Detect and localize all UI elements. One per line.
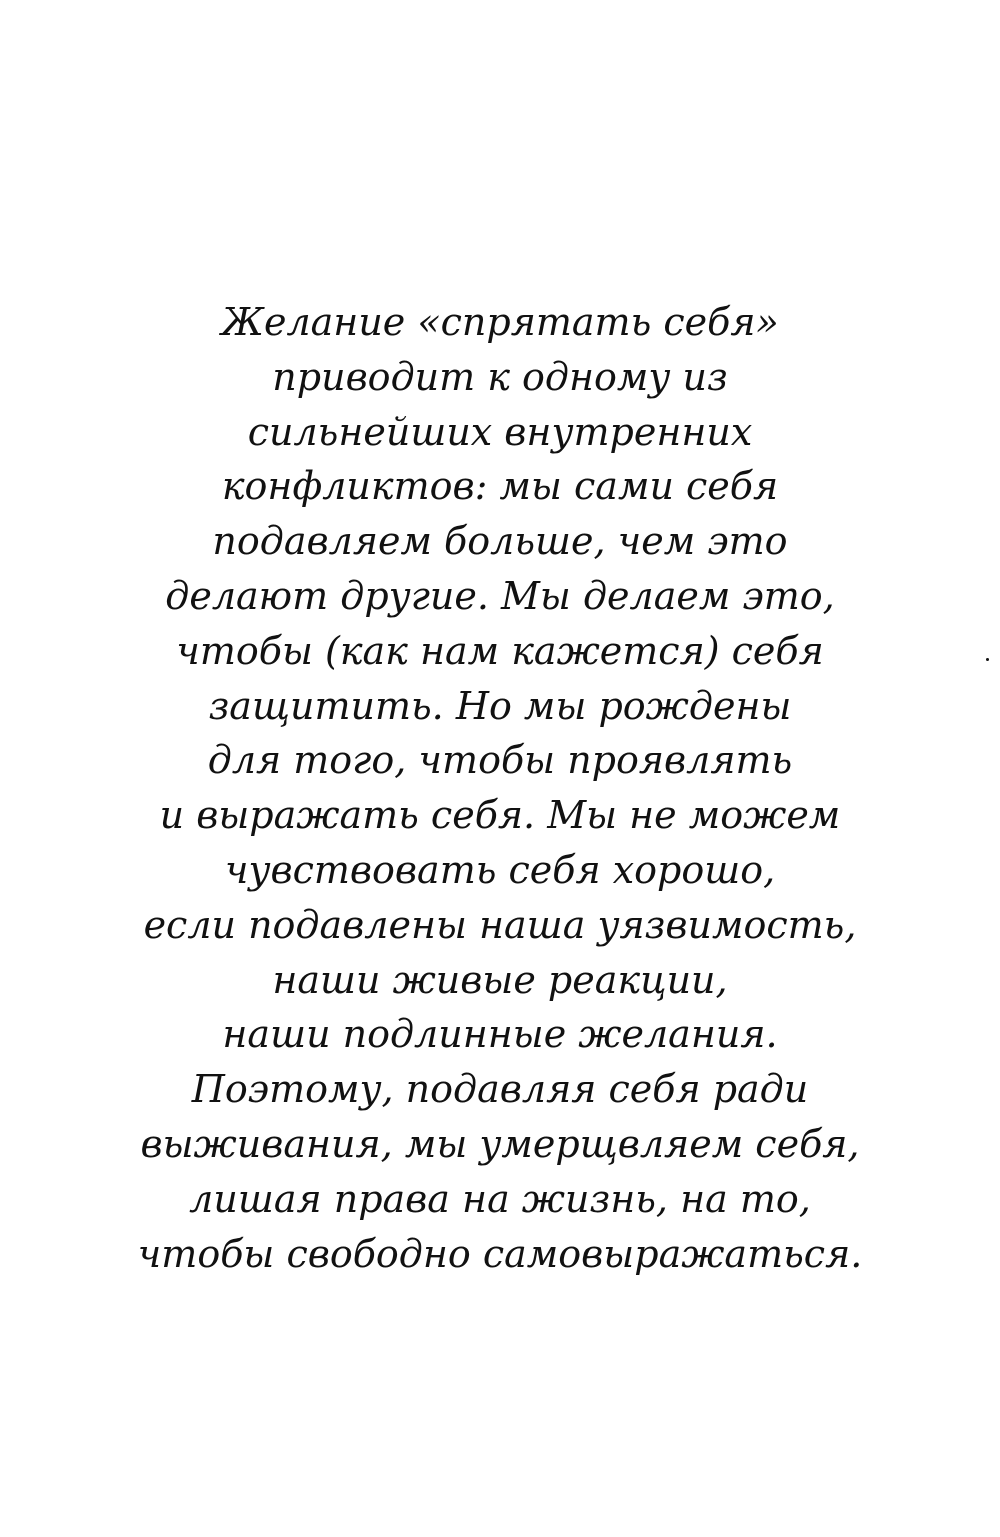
quote-line: наши живые реакции, (272, 957, 728, 1002)
stray-dot-mark (986, 658, 989, 661)
quote-line: подавляем больше, чем это (212, 519, 788, 564)
quote-line: конфликтов: мы сами себя (221, 464, 779, 509)
quote-line: лишая права на жизнь, на то, (189, 1176, 811, 1221)
quote-line: приводит к одному из (272, 354, 728, 399)
quote-line: наши подлинные желания. (222, 1012, 778, 1057)
quote-line: чтобы свободно самовыражаться. (137, 1231, 863, 1276)
quote-line: Желание «спрятать себя» (221, 300, 779, 344)
quote-line: если подавлены наша уязвимость, (143, 902, 857, 947)
quote-block (0, 295, 1000, 1281)
quote-line: выживания, мы умерщвляем себя, (140, 1121, 860, 1166)
quote-line: Поэтому, подавляя себя ради (191, 1067, 809, 1112)
quote-line: чувствовать себя хорошо, (224, 847, 776, 892)
quote-line: для того, чтобы проявлять (207, 738, 793, 783)
quote-line: защитить. Но мы рождены (208, 683, 792, 728)
quote-line: сильнейших внутренних (247, 409, 753, 454)
quote-line: делают другие. Мы делаем это, (165, 573, 835, 618)
quote-line: и выражать себя. Мы не можем (159, 793, 841, 838)
quote-line: чтобы (как нам кажется) себя (176, 628, 824, 673)
